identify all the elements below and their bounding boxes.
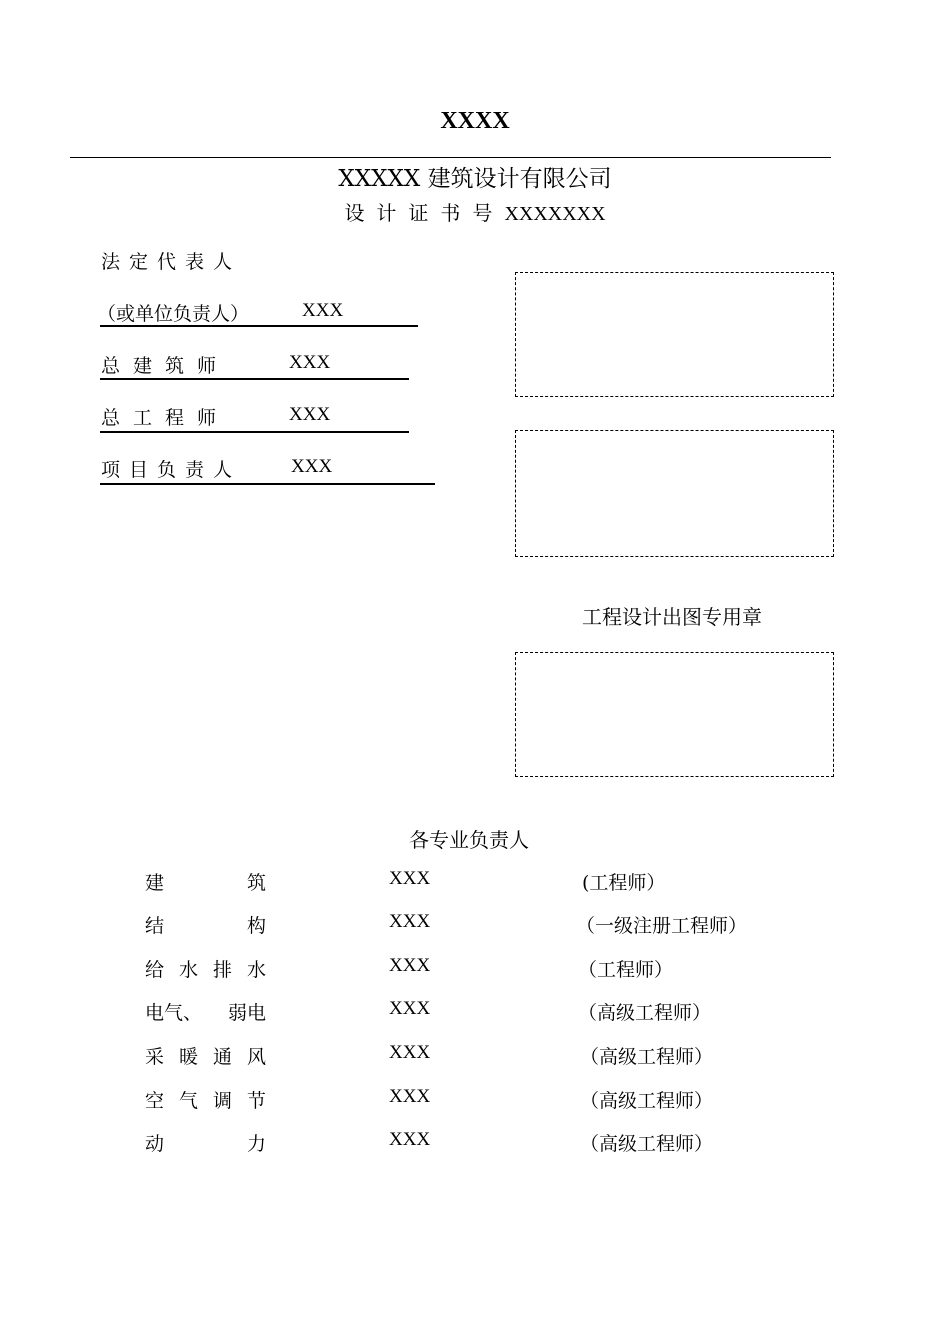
company-name: XXXXX 建筑设计有限公司 [338, 166, 612, 192]
legal-rep-name: XXX [302, 300, 344, 321]
discipline-name-part: 动 [145, 1133, 165, 1155]
discipline-lead-name: XXX [389, 955, 431, 976]
discipline-lead-name: XXX [389, 911, 431, 932]
discipline-name-part: 采 [145, 1046, 165, 1068]
discipline-name-part: 气 [178, 1090, 198, 1112]
legal-rep-label: 法定代表人 [101, 251, 242, 273]
seal-caption: 工程设计出图专用章 [582, 605, 762, 629]
project-lead-label: 项目负责人 [101, 459, 242, 481]
discipline-name [145, 1129, 266, 1156]
header-divider [70, 157, 831, 158]
discipline-name [145, 998, 266, 1025]
discipline-lead-name: XXX [389, 998, 431, 1019]
certificate-label: 设计证书号 [344, 201, 505, 225]
legal-rep-underline [100, 325, 418, 327]
discipline-lead-name: XXX [389, 1042, 431, 1063]
discipline-lead-name: XXX [389, 1086, 431, 1107]
discipline-row [0, 911, 950, 941]
discipline-name-part: 弱电 [227, 1002, 266, 1024]
chief-architect-name: XXX [289, 352, 331, 373]
discipline-name-part: 构 [246, 915, 266, 937]
discipline-name-part: 空 [145, 1090, 165, 1112]
discipline-name [145, 868, 266, 895]
discipline-name-part: 水 [178, 959, 198, 981]
discipline-lead-rank: （工程师） [578, 959, 674, 981]
discipline-name-part: 排 [212, 959, 232, 981]
discipline-lead-name: XXX [389, 1129, 431, 1150]
discipline-lead-name: XXX [389, 868, 431, 889]
discipline-name [145, 911, 266, 938]
discipline-name-part: 建 [145, 872, 165, 894]
discipline-name-part: 筑 [246, 872, 266, 894]
discipline-row [0, 1129, 950, 1159]
discipline-heading: 各专业负责人 [409, 828, 529, 852]
discipline-lead-rank: （高级工程师） [580, 1133, 714, 1155]
discipline-name-part: 调 [212, 1090, 232, 1112]
discipline-lead-rank: (工程师） [582, 872, 666, 894]
legal-rep-sublabel: （或单位负责人） [97, 303, 250, 325]
certificate-line [0, 197, 950, 226]
discipline-lead-rank: （高级工程师） [580, 1090, 714, 1112]
discipline-lead-rank: （高级工程师） [580, 1046, 714, 1068]
discipline-name [145, 1042, 266, 1069]
document-title: XXXX [440, 108, 510, 134]
discipline-name-part: 力 [246, 1133, 266, 1155]
chief-architect-underline [100, 378, 409, 380]
chief-engineer-underline [100, 431, 409, 433]
discipline-name-part: 节 [246, 1090, 266, 1112]
chief-engineer-name: XXX [289, 404, 331, 425]
discipline-row [0, 998, 950, 1028]
discipline-row [0, 955, 950, 985]
chief-architect-label: 总建筑师 [101, 355, 230, 377]
discipline-row [0, 1086, 950, 1116]
discipline-name [145, 1086, 266, 1113]
stamp-box-2 [515, 430, 834, 557]
project-lead-underline [100, 483, 435, 485]
discipline-name-part: 暖 [178, 1046, 198, 1068]
chief-engineer-label: 总工程师 [101, 407, 230, 429]
discipline-row [0, 868, 950, 898]
discipline-name-part: 给 [145, 959, 165, 981]
discipline-row [0, 1042, 950, 1072]
discipline-lead-rank: （一级注册工程师） [576, 915, 748, 937]
discipline-lead-rank: （高级工程师） [578, 1002, 712, 1024]
certificate-number: XXXXXXX [504, 203, 606, 225]
project-lead-name: XXX [291, 456, 333, 477]
design-seal-box [515, 652, 834, 777]
discipline-name-part: 通 [212, 1046, 232, 1068]
discipline-name-part: 结 [145, 915, 165, 937]
discipline-name-part: 水 [246, 959, 266, 981]
discipline-name-part: 电气、 [145, 1002, 203, 1024]
discipline-name [145, 955, 266, 982]
stamp-box-1 [515, 272, 834, 397]
discipline-name-part: 风 [246, 1046, 266, 1068]
